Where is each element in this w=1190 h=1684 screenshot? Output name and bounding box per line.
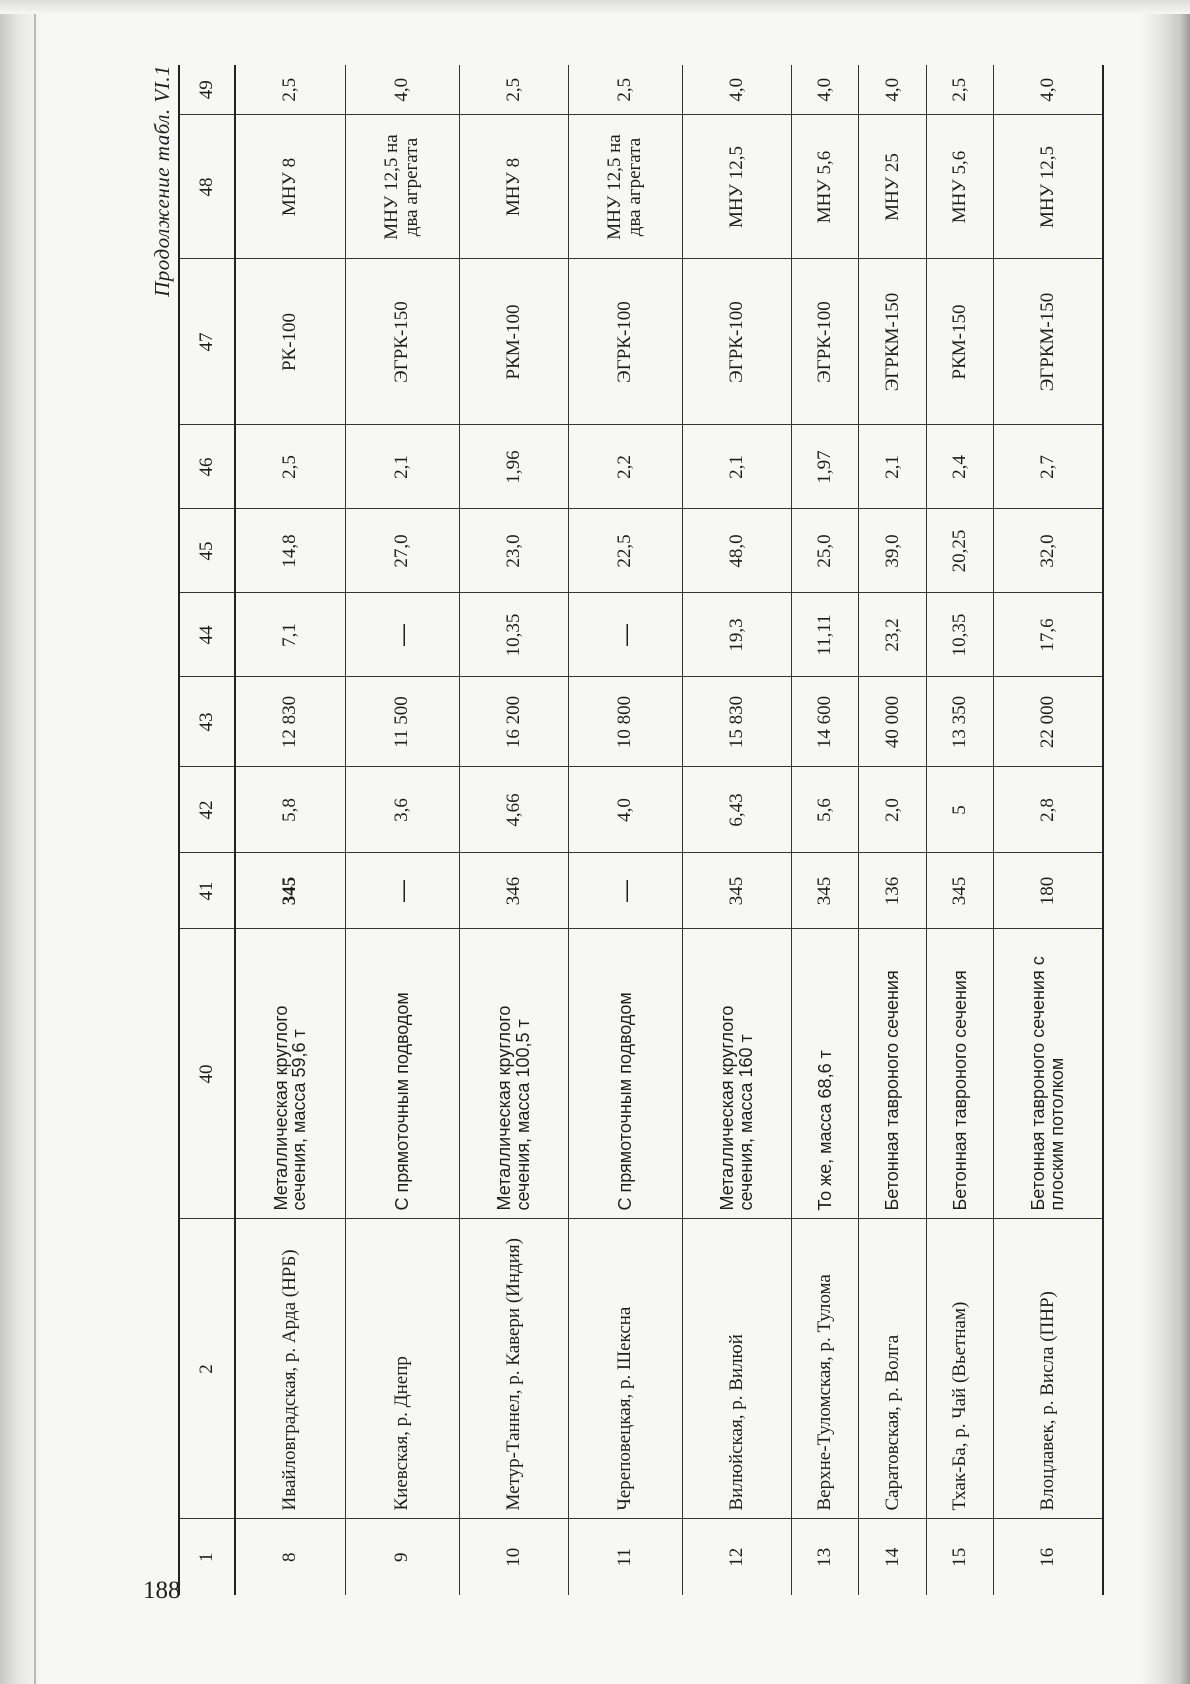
table-cell: 2,8 <box>994 767 1102 853</box>
table-cell: 4,0 <box>859 65 926 115</box>
table-cell: 4,0 <box>568 767 682 853</box>
table-cell: 4,0 <box>682 65 791 115</box>
table-cell: Бетонная тавроного сечения <box>859 929 926 1219</box>
table-row <box>682 65 791 1595</box>
table-cell: 6,43 <box>682 767 791 853</box>
table-cell: МНУ 8 <box>459 115 568 259</box>
table-row <box>345 65 459 1595</box>
table-cell: РКМ-150 <box>926 259 993 425</box>
table-cell: 345 <box>235 853 345 929</box>
table-cell: 23,2 <box>859 593 926 677</box>
column-header: 42 <box>180 767 235 853</box>
table-cell: ЭГРК-100 <box>682 259 791 425</box>
table-cell: 345 <box>682 853 791 929</box>
table-cell: РКМ-100 <box>459 259 568 425</box>
table-cell: Череповецкая, р. Шексна <box>568 1219 682 1519</box>
table-cell: МНУ 5,6 <box>926 115 993 259</box>
table-cell: 10,35 <box>459 593 568 677</box>
table-cell: Вилюйская, р. Вилюй <box>682 1219 791 1519</box>
table-cell: 345 <box>926 853 993 929</box>
table-cell: 39,0 <box>859 509 926 593</box>
table-cell: 11,11 <box>792 593 859 677</box>
table-cell: 16 200 <box>459 677 568 767</box>
table-cell: 8 <box>279 1552 301 1562</box>
table-cell: 32,0 <box>994 509 1102 593</box>
table-row <box>568 65 682 1595</box>
table-cell: 2,5 <box>235 65 345 115</box>
scan-shadow-left <box>0 0 44 1684</box>
table-caption: Продолжение табл. VI.1 <box>150 65 174 297</box>
table-cell: 13 <box>792 1519 859 1595</box>
table-row <box>459 65 568 1595</box>
table-cell: ЭГРКМ-150 <box>859 259 926 425</box>
table-cell: МНУ 12,5 на два агрегата <box>568 115 682 259</box>
column-header: 2 <box>180 1219 235 1519</box>
table-cell: 5 <box>926 767 993 853</box>
column-header: 45 <box>180 509 235 593</box>
table-cell: 25,0 <box>792 509 859 593</box>
table-cell: 11 500 <box>345 677 459 767</box>
table-cell: 2,2 <box>568 425 682 509</box>
table-cell: 14 <box>859 1519 926 1595</box>
table-cell: 2,1 <box>859 425 926 509</box>
table-cell: Металлическая круглого сечения, масса 59,6 т <box>235 929 345 1219</box>
table-cell: Метур-Таннел, р. Кавери (Индия) <box>459 1219 568 1519</box>
table-cell: 2,7 <box>994 425 1102 509</box>
table-cell: Бетонная тавроного сечения <box>926 929 993 1219</box>
table-cell: С прямоточным подводом <box>568 929 682 1219</box>
table-cell: 22,5 <box>568 509 682 593</box>
table-cell: 7,1 <box>235 593 345 677</box>
table-cell: ЭГРК-100 <box>568 259 682 425</box>
table-cell: ЭГРК-150 <box>345 259 459 425</box>
table-cell: 20,25 <box>926 509 993 593</box>
table-cell: МНУ 12,5 <box>994 115 1102 259</box>
column-header: 1 <box>180 1519 235 1595</box>
table-cell: МНУ 8 <box>235 115 345 259</box>
scan-shadow-top <box>0 0 1190 14</box>
table-cell: То же, масса 68,6 т <box>792 929 859 1219</box>
table-cell: 2,0 <box>859 767 926 853</box>
column-header: 49 <box>180 65 235 115</box>
scan-shadow-right <box>1140 0 1190 1684</box>
column-header: 48 <box>180 115 235 259</box>
table-row <box>235 65 345 1595</box>
rotated-table-sheet <box>150 65 1100 1595</box>
table-cell: 2,5 <box>235 425 345 509</box>
table-cell: 14 600 <box>792 677 859 767</box>
table-cell: Металлическая круглого сечения, масса 160 т <box>682 929 791 1219</box>
table-cell: 27,0 <box>345 509 459 593</box>
table-cell: 12 830 <box>235 677 345 767</box>
column-header: 41 <box>180 853 235 929</box>
table-cell: 2,5 <box>926 65 993 115</box>
table-cell: 1,97 <box>792 425 859 509</box>
table-cell: 10,35 <box>926 593 993 677</box>
table-cell: — <box>345 853 459 929</box>
column-header: 40 <box>180 929 235 1219</box>
table-cell: Верхне-Туломская, р. Тулома <box>792 1219 859 1519</box>
table-cell: 13 350 <box>926 677 993 767</box>
table-cell: 4,66 <box>459 767 568 853</box>
table-cell: 9 <box>345 1519 459 1595</box>
table-cell: МНУ 5,6 <box>792 115 859 259</box>
table-cell: РК-100 <box>235 259 345 425</box>
table-cell: 15 830 <box>682 677 791 767</box>
table-cell: 10 <box>459 1519 568 1595</box>
column-header: 43 <box>180 677 235 767</box>
table-cell: 19,3 <box>682 593 791 677</box>
table-cell: 22 000 <box>994 677 1102 767</box>
table-cell: 4,0 <box>994 65 1102 115</box>
table-cell: Ивайловградская, р. Арда (НРБ) <box>235 1219 345 1519</box>
table-cell: Влоцлавек, р. Висла (ПНР) <box>994 1219 1102 1519</box>
header-row <box>180 65 235 1595</box>
table-cell: 17,6 <box>994 593 1102 677</box>
column-header: 47 <box>180 259 235 425</box>
data-table <box>180 65 1102 1595</box>
table-cell: 2,4 <box>926 425 993 509</box>
table-cell: 11 <box>568 1519 682 1595</box>
table-frame <box>178 65 1104 1595</box>
table-cell: 10 800 <box>568 677 682 767</box>
table-cell: 40 000 <box>859 677 926 767</box>
table-row <box>792 65 859 1595</box>
table-cell: 16 <box>994 1519 1102 1595</box>
table-cell: 4,0 <box>345 65 459 115</box>
column-header: 44 <box>180 593 235 677</box>
table-cell: Металлическая круглого сечения, масса 100,5 т <box>459 929 568 1219</box>
table-cell: 12 <box>682 1519 791 1595</box>
table-cell: Киевская, р. Днепр <box>345 1219 459 1519</box>
table-cell: МНУ 12,5 на два агрегата <box>345 115 459 259</box>
table-cell: 2,5 <box>568 65 682 115</box>
table-cell: 4,0 <box>792 65 859 115</box>
table-cell: 14,8 <box>235 509 345 593</box>
table-row <box>994 65 1102 1595</box>
table-cell: С прямоточным подводом <box>345 929 459 1219</box>
table-cell: 5,8 <box>235 767 345 853</box>
table-cell: 5,6 <box>792 767 859 853</box>
table-cell: 15 <box>926 1519 993 1595</box>
page-number: 188 <box>143 1577 181 1604</box>
table-cell: Тхак-Ба, р. Чай (Вьетнам) <box>926 1219 993 1519</box>
table-cell: 23,0 <box>459 509 568 593</box>
table-cell: ЭГРК-100 <box>792 259 859 425</box>
table-cell: 3,6 <box>345 767 459 853</box>
table-cell: 346 <box>459 853 568 929</box>
column-header: 46 <box>180 425 235 509</box>
table-cell: — <box>568 593 682 677</box>
table-cell: Саратовская, р. Волга <box>859 1219 926 1519</box>
table-cell: 2,5 <box>459 65 568 115</box>
table-cell: Бетонная тавроного сечения с плоским потолком <box>994 929 1102 1219</box>
table-row <box>926 65 993 1595</box>
table-cell: 136 <box>859 853 926 929</box>
table-cell: 2,1 <box>682 425 791 509</box>
table-cell: 2,1 <box>345 425 459 509</box>
table-cell: 1,96 <box>459 425 568 509</box>
table-cell: 345 <box>792 853 859 929</box>
table-cell: МНУ 12,5 <box>682 115 791 259</box>
table-cell: 180 <box>994 853 1102 929</box>
table-cell: 48,0 <box>682 509 791 593</box>
table-cell: — <box>345 593 459 677</box>
table-cell: — <box>568 853 682 929</box>
table-cell: ЭГРКМ-150 <box>994 259 1102 425</box>
table-row <box>859 65 926 1595</box>
table-cell: МНУ 25 <box>859 115 926 259</box>
